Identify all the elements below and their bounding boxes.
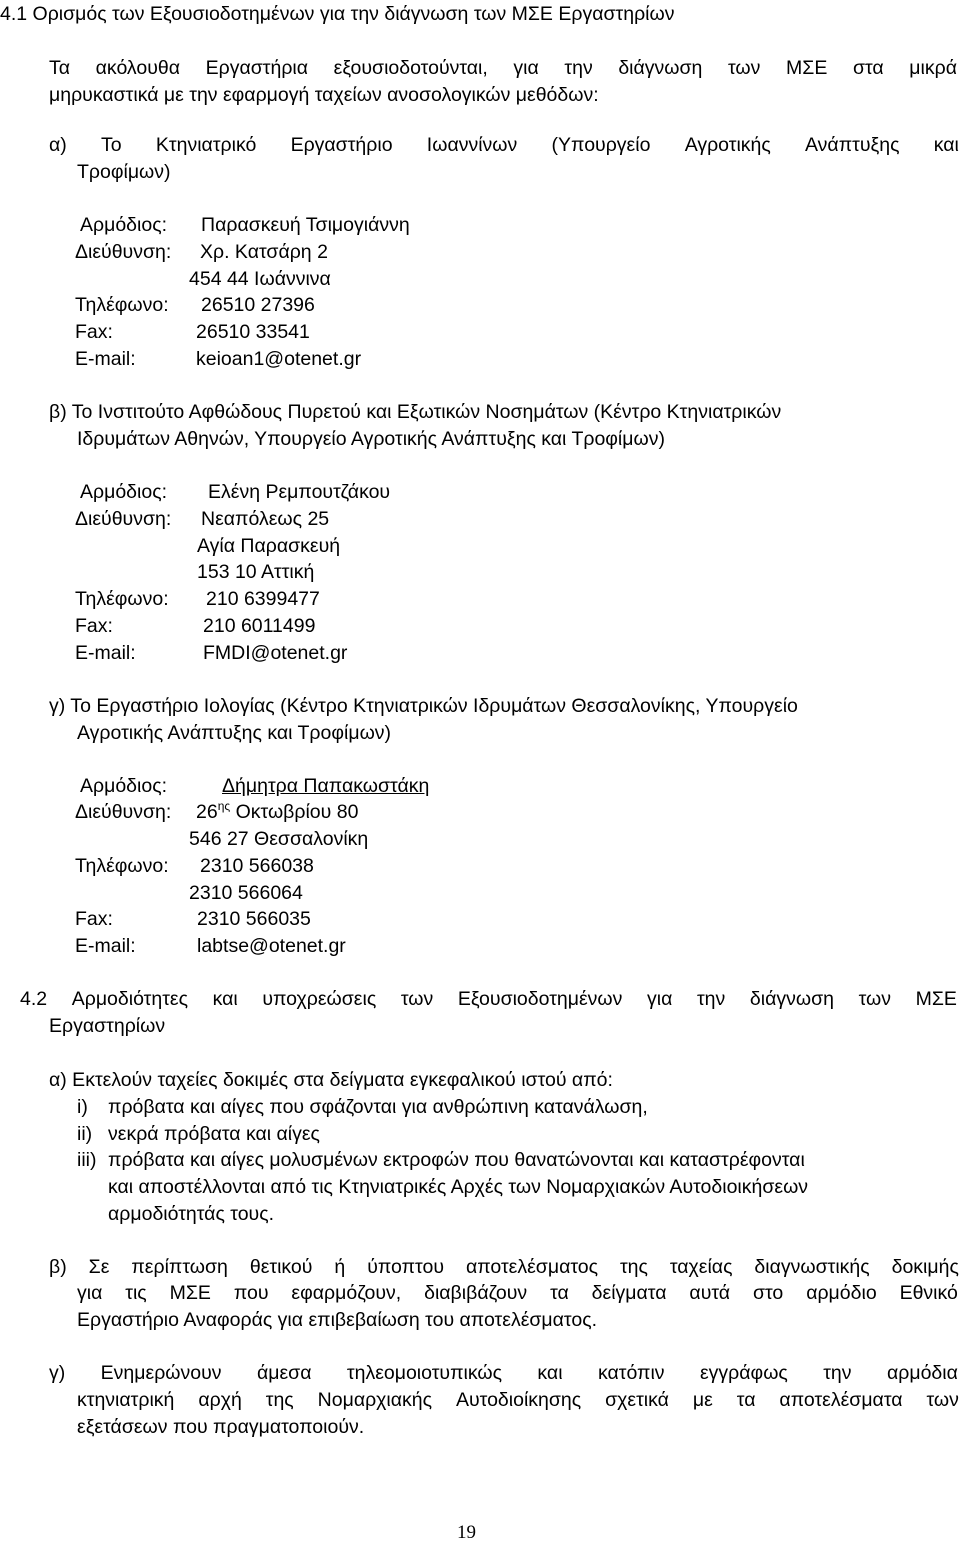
lab-a-email: keioan1@otenet.gr	[196, 348, 362, 370]
lab-a-address-label: Διεύθυνση:	[75, 241, 172, 263]
duty-a-item-iii-line-3: αρμοδιότητάς τους.	[108, 1203, 275, 1225]
lab-c-title-line-2: Αγροτικής Ανάπτυξης και Τροφίμων)	[77, 722, 392, 744]
word: αποτελέσματα	[779, 1389, 903, 1411]
duty-c-line-3: εξετάσεων που πραγματοποιούν.	[77, 1416, 365, 1438]
word: β)	[49, 1256, 67, 1278]
lab-c-address-ordinal: ης	[217, 799, 231, 813]
intro-line-2: μηρυκαστικά με την εφαρμογή ταχείων ανοσολογικών μεθόδων:	[49, 84, 599, 106]
word: α)	[49, 134, 67, 156]
lab-b-address-line-3: 153 10 Αττική	[197, 561, 315, 583]
lab-c-phone-label: Τηλέφωνο:	[75, 855, 169, 877]
word: Ανάπτυξης	[805, 134, 900, 156]
lab-a-fax: 26510 33541	[196, 321, 310, 343]
word: τα	[550, 1282, 569, 1304]
lab-b-email: FMDI@otenet.gr	[203, 642, 348, 664]
word: εγγράφως	[699, 1362, 788, 1384]
lab-c-fax-label: Fax:	[75, 908, 113, 930]
lab-c-email-label: E-mail:	[75, 935, 136, 957]
lab-b-fax: 210 6011499	[203, 615, 316, 637]
word: για	[77, 1282, 103, 1304]
word: τηλεομοιοτυπικώς	[346, 1362, 502, 1384]
section-heading-4-2-line-2: Εργαστηρίων	[49, 1015, 166, 1037]
word: στο	[752, 1282, 784, 1304]
lab-a-address-line-1: Χρ. Κατσάρη 2	[200, 241, 328, 263]
word: Τα	[49, 57, 71, 79]
lab-b-title-line-2: Ιδρυμάτων Αθηνών, Υπουργείο Αγροτικής Ανάπτυξης και Τροφίμων)	[77, 428, 665, 450]
lab-a-address-line-2: 454 44 Ιωάννινα	[189, 268, 331, 290]
lab-b-phone-label: Τηλέφωνο:	[75, 588, 169, 610]
word: την	[823, 1362, 852, 1384]
word: της	[619, 1256, 648, 1278]
page-number: 19	[457, 1522, 476, 1543]
word: Αγροτικής	[684, 134, 771, 156]
word: στα	[852, 57, 884, 79]
word: ΜΣΕ	[786, 57, 828, 79]
word: διαγνωστικής	[754, 1256, 870, 1278]
word: Το	[101, 134, 122, 156]
word: τις	[125, 1282, 147, 1304]
lab-c-email: labtse@otenet.gr	[197, 935, 346, 957]
word: (Υπουργείο	[551, 134, 651, 156]
word: για	[647, 988, 673, 1010]
word: ΜΣΕ	[169, 1282, 211, 1304]
lab-a-email-label: E-mail:	[75, 348, 136, 370]
lab-a-title-line-1	[49, 136, 959, 156]
duty-b-line-2	[77, 1284, 958, 1304]
lab-a-phone: 26510 27396	[201, 294, 315, 316]
lab-c-person-label: Αρμόδιος:	[80, 775, 168, 797]
word: ταχείας	[669, 1256, 733, 1278]
duty-a-item-i: πρόβατα και αίγες που σφάζονται για ανθρώπινη κατανάλωση,	[108, 1096, 648, 1118]
word: κατόπιν	[597, 1362, 665, 1384]
word: ύποπτου	[367, 1256, 444, 1278]
duty-a-item-iii-number: iii)	[77, 1149, 97, 1171]
word: εφαρμόζουν,	[291, 1282, 402, 1304]
word: αυτά	[689, 1282, 731, 1304]
word: Κτηνιατρικό	[155, 134, 257, 156]
word: δοκιμής	[891, 1256, 959, 1278]
word: άμεσα	[256, 1362, 312, 1384]
word: κτηνιατρική	[77, 1389, 175, 1411]
word: Ενημερώνουν	[100, 1362, 222, 1384]
word: που	[233, 1282, 269, 1304]
section-heading-4-1: 4.1 Ορισμός των Εξουσιοδοτημένων για την διάγνωση των ΜΣΕ Εργαστηρίων	[0, 3, 675, 25]
word: και	[537, 1362, 563, 1384]
lab-a-fax-label: Fax:	[75, 321, 113, 343]
word: αρχή	[198, 1389, 242, 1411]
duty-a-intro: α) Εκτελούν ταχείες δοκιμές στα δείγματα εγκεφαλικού ιστού από:	[49, 1069, 613, 1091]
word: αποτελέσματος	[465, 1256, 599, 1278]
duty-b-line-1	[49, 1258, 959, 1278]
word: Αυτοδιοίκησης	[455, 1389, 582, 1411]
duty-c-line-1	[49, 1364, 958, 1384]
word: των	[926, 1389, 959, 1411]
word: ΜΣΕ	[915, 988, 957, 1010]
word: με	[692, 1389, 713, 1411]
word: την	[564, 57, 593, 79]
lab-b-person-label: Αρμόδιος:	[80, 481, 168, 503]
lab-c-phone-2: 2310 566064	[189, 882, 303, 904]
word: Εργαστήριο	[290, 134, 393, 156]
word: και	[933, 134, 959, 156]
lab-b-fax-label: Fax:	[75, 615, 113, 637]
lab-a-person: Παρασκευή Τσιμογιάννη	[201, 214, 410, 236]
lab-c-address-number: 26	[196, 801, 218, 823]
lab-b-address-label: Διεύθυνση:	[75, 508, 172, 530]
lab-b-address-line-1: Νεαπόλεως 25	[201, 508, 330, 530]
word: αρμόδιο	[806, 1282, 877, 1304]
word: των	[728, 57, 761, 79]
word: σχετικά	[605, 1389, 669, 1411]
word: Εξουσιοδοτημένων	[457, 988, 623, 1010]
word: για	[513, 57, 539, 79]
word: της	[265, 1389, 294, 1411]
word: Εργαστήρια	[205, 57, 309, 79]
lab-b-title-line-1: β) Το Ινστιτούτο Αφθώδους Πυρετού και Εξωτικών Νοσημάτων (Κέντρο Κτηνιατρικών	[49, 401, 782, 423]
duty-a-item-ii: νεκρά πρόβατα και αίγες	[108, 1123, 320, 1145]
lab-a-person-label: Αρμόδιος:	[80, 214, 168, 236]
word: διάγνωση	[618, 57, 703, 79]
section-heading-4-2-line-1	[20, 990, 957, 1010]
duty-a-item-ii-number: ii)	[77, 1123, 93, 1145]
lab-b-phone: 210 6399477	[206, 588, 320, 610]
lab-c-person: Δήμητρα Παπακωστάκη	[222, 775, 430, 797]
lab-b-email-label: E-mail:	[75, 642, 136, 664]
word: Σε	[88, 1256, 110, 1278]
word: ή	[334, 1256, 346, 1278]
word: αρμόδια	[886, 1362, 958, 1384]
word: διαβιβάζουν	[424, 1282, 528, 1304]
word: ακόλουθα	[95, 57, 180, 79]
lab-c-phone-1: 2310 566038	[200, 855, 314, 877]
word: Νομαρχιακής	[317, 1389, 433, 1411]
word: και	[212, 988, 238, 1010]
duty-a-item-i-number: i)	[77, 1096, 88, 1118]
lab-c-address-label: Διεύθυνση:	[75, 801, 172, 823]
word: θετικού	[249, 1256, 313, 1278]
word: μικρά	[909, 57, 957, 79]
lab-a-title-line-2: Τροφίμων)	[77, 161, 171, 183]
word: δείγματα	[591, 1282, 667, 1304]
word: 4.2	[20, 988, 48, 1010]
duty-a-item-iii-line-2: και αποστέλλονται από τις Κτηνιατρικές Αρχές των Νομαρχιακών Αυτοδιοικήσεων	[108, 1176, 809, 1198]
word: των	[858, 988, 891, 1010]
lab-c-address-line-2: 546 27 Θεσσαλονίκη	[189, 828, 369, 850]
intro-line-1	[49, 59, 957, 79]
word: των	[400, 988, 434, 1010]
duty-b-line-3: Εργαστήριο Αναφοράς για επιβεβαίωση του αποτελέσματος.	[77, 1309, 598, 1331]
lab-c-address-street: Οκτωβρίου 80	[235, 801, 359, 823]
word: γ)	[49, 1362, 66, 1384]
word: διάγνωση	[749, 988, 834, 1010]
lab-c-title-line-1: γ) Το Εργαστήριο Ιολογίας (Κέντρο Κτηνιατρικών Ιδρυμάτων Θεσσαλονίκης, Υπουργείο	[49, 695, 798, 717]
word: υποχρεώσεις	[262, 988, 377, 1010]
duty-a-item-iii-line-1: πρόβατα και αίγες μολυσμένων εκτροφών που θανατώνονται και καταστρέφονται	[108, 1149, 805, 1171]
lab-c-fax: 2310 566035	[197, 908, 311, 930]
word: περίπτωση	[131, 1256, 228, 1278]
lab-a-phone-label: Τηλέφωνο:	[75, 294, 169, 316]
word: τα	[736, 1389, 756, 1411]
lab-c-address-line-1	[196, 799, 359, 823]
duty-c-line-2	[77, 1391, 959, 1411]
lab-b-address-line-2: Αγία Παρασκευή	[197, 535, 341, 557]
word: Ιωαννίνων	[426, 134, 518, 156]
word: την	[696, 988, 726, 1010]
lab-b-person: Ελένη Ρεμπουτζάκου	[208, 481, 391, 503]
word: Εθνικό	[899, 1282, 958, 1304]
word: Αρμοδιότητες	[71, 988, 188, 1010]
word: εξουσιοδοτούνται,	[333, 57, 488, 79]
